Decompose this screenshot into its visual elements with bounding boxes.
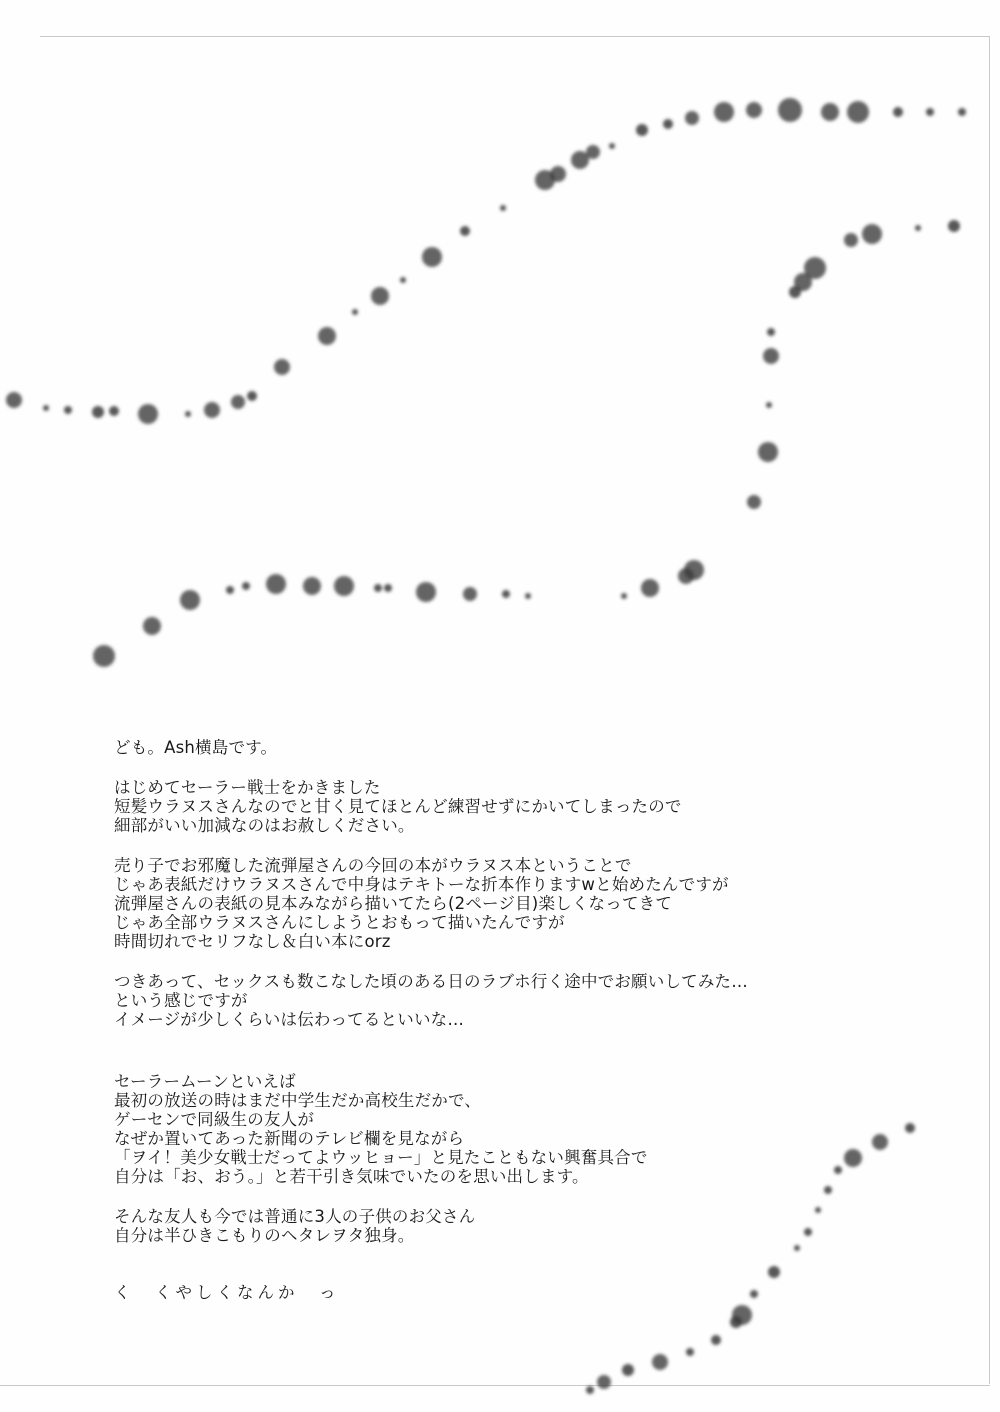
decorative-dot — [685, 111, 699, 125]
decorative-dot — [535, 170, 555, 190]
decorative-dot — [678, 568, 694, 584]
decorative-dot — [586, 1386, 594, 1394]
decorative-dot — [862, 224, 882, 244]
decorative-dot — [636, 124, 648, 136]
greeting-line: ども。Ash横島です。 — [114, 738, 278, 757]
decorative-dot — [500, 205, 506, 211]
decorative-dot — [231, 395, 245, 409]
paragraph-story-setting — [114, 972, 894, 1029]
decorative-dot — [789, 286, 801, 298]
text-line: 細部がいい加減なのはお赦しください。 — [114, 816, 415, 835]
decorative-dot — [416, 582, 436, 602]
decorative-dot — [622, 1364, 634, 1376]
decorative-dot — [747, 495, 761, 509]
text-line: 流弾屋さんの表紙の見本みながら描いてたら(2ページ目)楽しくなってきて — [114, 894, 673, 913]
decorative-dot — [926, 108, 934, 116]
decorative-dot — [958, 108, 966, 116]
decorative-dot — [571, 151, 589, 169]
decorative-dot — [502, 590, 510, 598]
decorative-dot — [109, 406, 119, 416]
frame-bottom-border — [0, 1385, 990, 1386]
text-line: そんな友人も今では普通に3人の子供のお父さん — [114, 1207, 476, 1226]
paragraph-sailor-moon-memory — [114, 1072, 894, 1186]
text-line: 最初の放送の時はまだ中学生だか高校生だかで、 — [114, 1091, 482, 1110]
decorative-dot — [686, 1348, 694, 1356]
text-line: じゃあ全部ウラヌスさんにしようとおもって描いたんですが — [114, 913, 565, 932]
frame-top-border — [40, 36, 990, 37]
decorative-dot — [226, 586, 234, 594]
decorative-dot — [746, 102, 762, 118]
decorative-dot — [652, 1354, 668, 1370]
decorative-dot — [463, 587, 477, 601]
decorative-dot — [597, 1375, 611, 1389]
decorative-dot — [766, 402, 772, 408]
decorative-dot — [64, 406, 72, 414]
decorative-dot — [684, 560, 704, 580]
decorative-dot — [274, 359, 290, 375]
decorative-dot — [400, 277, 406, 283]
decorative-dot — [422, 247, 442, 267]
decorative-dot — [948, 220, 960, 232]
decorative-dot — [384, 584, 392, 592]
text-line: つきあって、セックスも数こなした頃のある日のラブホ行く途中でお願いしてみた… — [114, 972, 748, 991]
decorative-dot — [844, 233, 858, 247]
text-line: 売り子でお邪魔した流弾屋さんの今回の本がウラヌス本ということで — [114, 856, 632, 875]
decorative-dot — [6, 392, 22, 408]
decorative-dot — [460, 226, 470, 236]
decorative-dot — [371, 287, 389, 305]
text-line: じゃあ表紙だけウラヌスさんで中身はテキトーな折本作りますwと始めたんですが — [114, 875, 729, 894]
decorative-dot — [93, 645, 115, 667]
decorative-dot — [138, 404, 158, 424]
text-line: 自分は半ひきこもりのヘタレヲタ独身。 — [114, 1226, 415, 1245]
text-line: 自分は「お、おう。」と若干引き気味でいたのを思い出します。 — [114, 1167, 589, 1186]
decorative-dot — [778, 98, 802, 122]
text-line: はじめてセーラー戦士をかきました — [114, 778, 381, 797]
decorative-dot — [525, 593, 531, 599]
decorative-dot — [758, 442, 778, 462]
afterword — [114, 738, 894, 1323]
text-line: なぜか置いてあった新聞のテレビ欄を見ながら — [114, 1129, 465, 1148]
decorative-dot — [242, 582, 250, 590]
decorative-dot — [763, 348, 779, 364]
decorative-dot — [711, 1335, 721, 1345]
text-line: 時間切れでセリフなし＆白い本にorz — [114, 932, 391, 951]
closing-line — [114, 1283, 894, 1302]
paragraph-book-origin — [114, 856, 894, 951]
decorative-dot — [794, 273, 812, 291]
decorative-dot — [185, 411, 191, 417]
text-line: という感じですが — [114, 991, 248, 1010]
decorative-dot — [92, 406, 104, 418]
decorative-dot — [180, 590, 200, 610]
paragraph-friend-now — [114, 1207, 894, 1245]
decorative-dot — [550, 166, 566, 182]
decorative-dot — [905, 1123, 915, 1133]
decorative-dot — [374, 584, 382, 592]
decorative-dot — [318, 327, 336, 345]
closing-text: く くやしくなんか っ — [114, 1283, 340, 1302]
decorative-dot — [663, 119, 673, 129]
decorative-dot — [621, 593, 627, 599]
text-line: イメージが少しくらいは伝わってるといいな… — [114, 1010, 465, 1029]
text-line: 「ヲイ！美少女戦士だってよウッヒョー」と見たこともない興奮具合で — [114, 1148, 648, 1167]
decorative-dot — [804, 257, 826, 279]
text-line: ゲーセンで同級生の友人が — [114, 1110, 315, 1129]
decorative-dot — [204, 402, 220, 418]
decorative-dot — [609, 143, 615, 149]
decorative-dot — [893, 107, 903, 117]
frame-right-border — [989, 36, 990, 1384]
decorative-dot — [352, 309, 358, 315]
text-line: 短髪ウラヌスさんなのでと甘く見てほとんど練習せずにかいてしまったので — [114, 797, 682, 816]
decorative-dot — [43, 405, 49, 411]
decorative-dot — [641, 579, 659, 597]
decorative-dot — [143, 617, 161, 635]
paragraph-first-sailor-senshi — [114, 778, 894, 835]
decorative-dot — [821, 103, 839, 121]
decorative-dot — [915, 225, 921, 231]
decorative-dot — [847, 101, 869, 123]
decorative-dot — [247, 391, 257, 401]
decorative-dot — [266, 574, 286, 594]
greeting — [114, 738, 894, 757]
decorative-dot — [767, 328, 775, 336]
text-line: セーラームーンといえば — [114, 1072, 296, 1091]
decorative-dot — [714, 102, 734, 122]
decorative-dot — [303, 577, 321, 595]
decorative-dot — [586, 145, 600, 159]
decorative-dot — [334, 576, 354, 596]
